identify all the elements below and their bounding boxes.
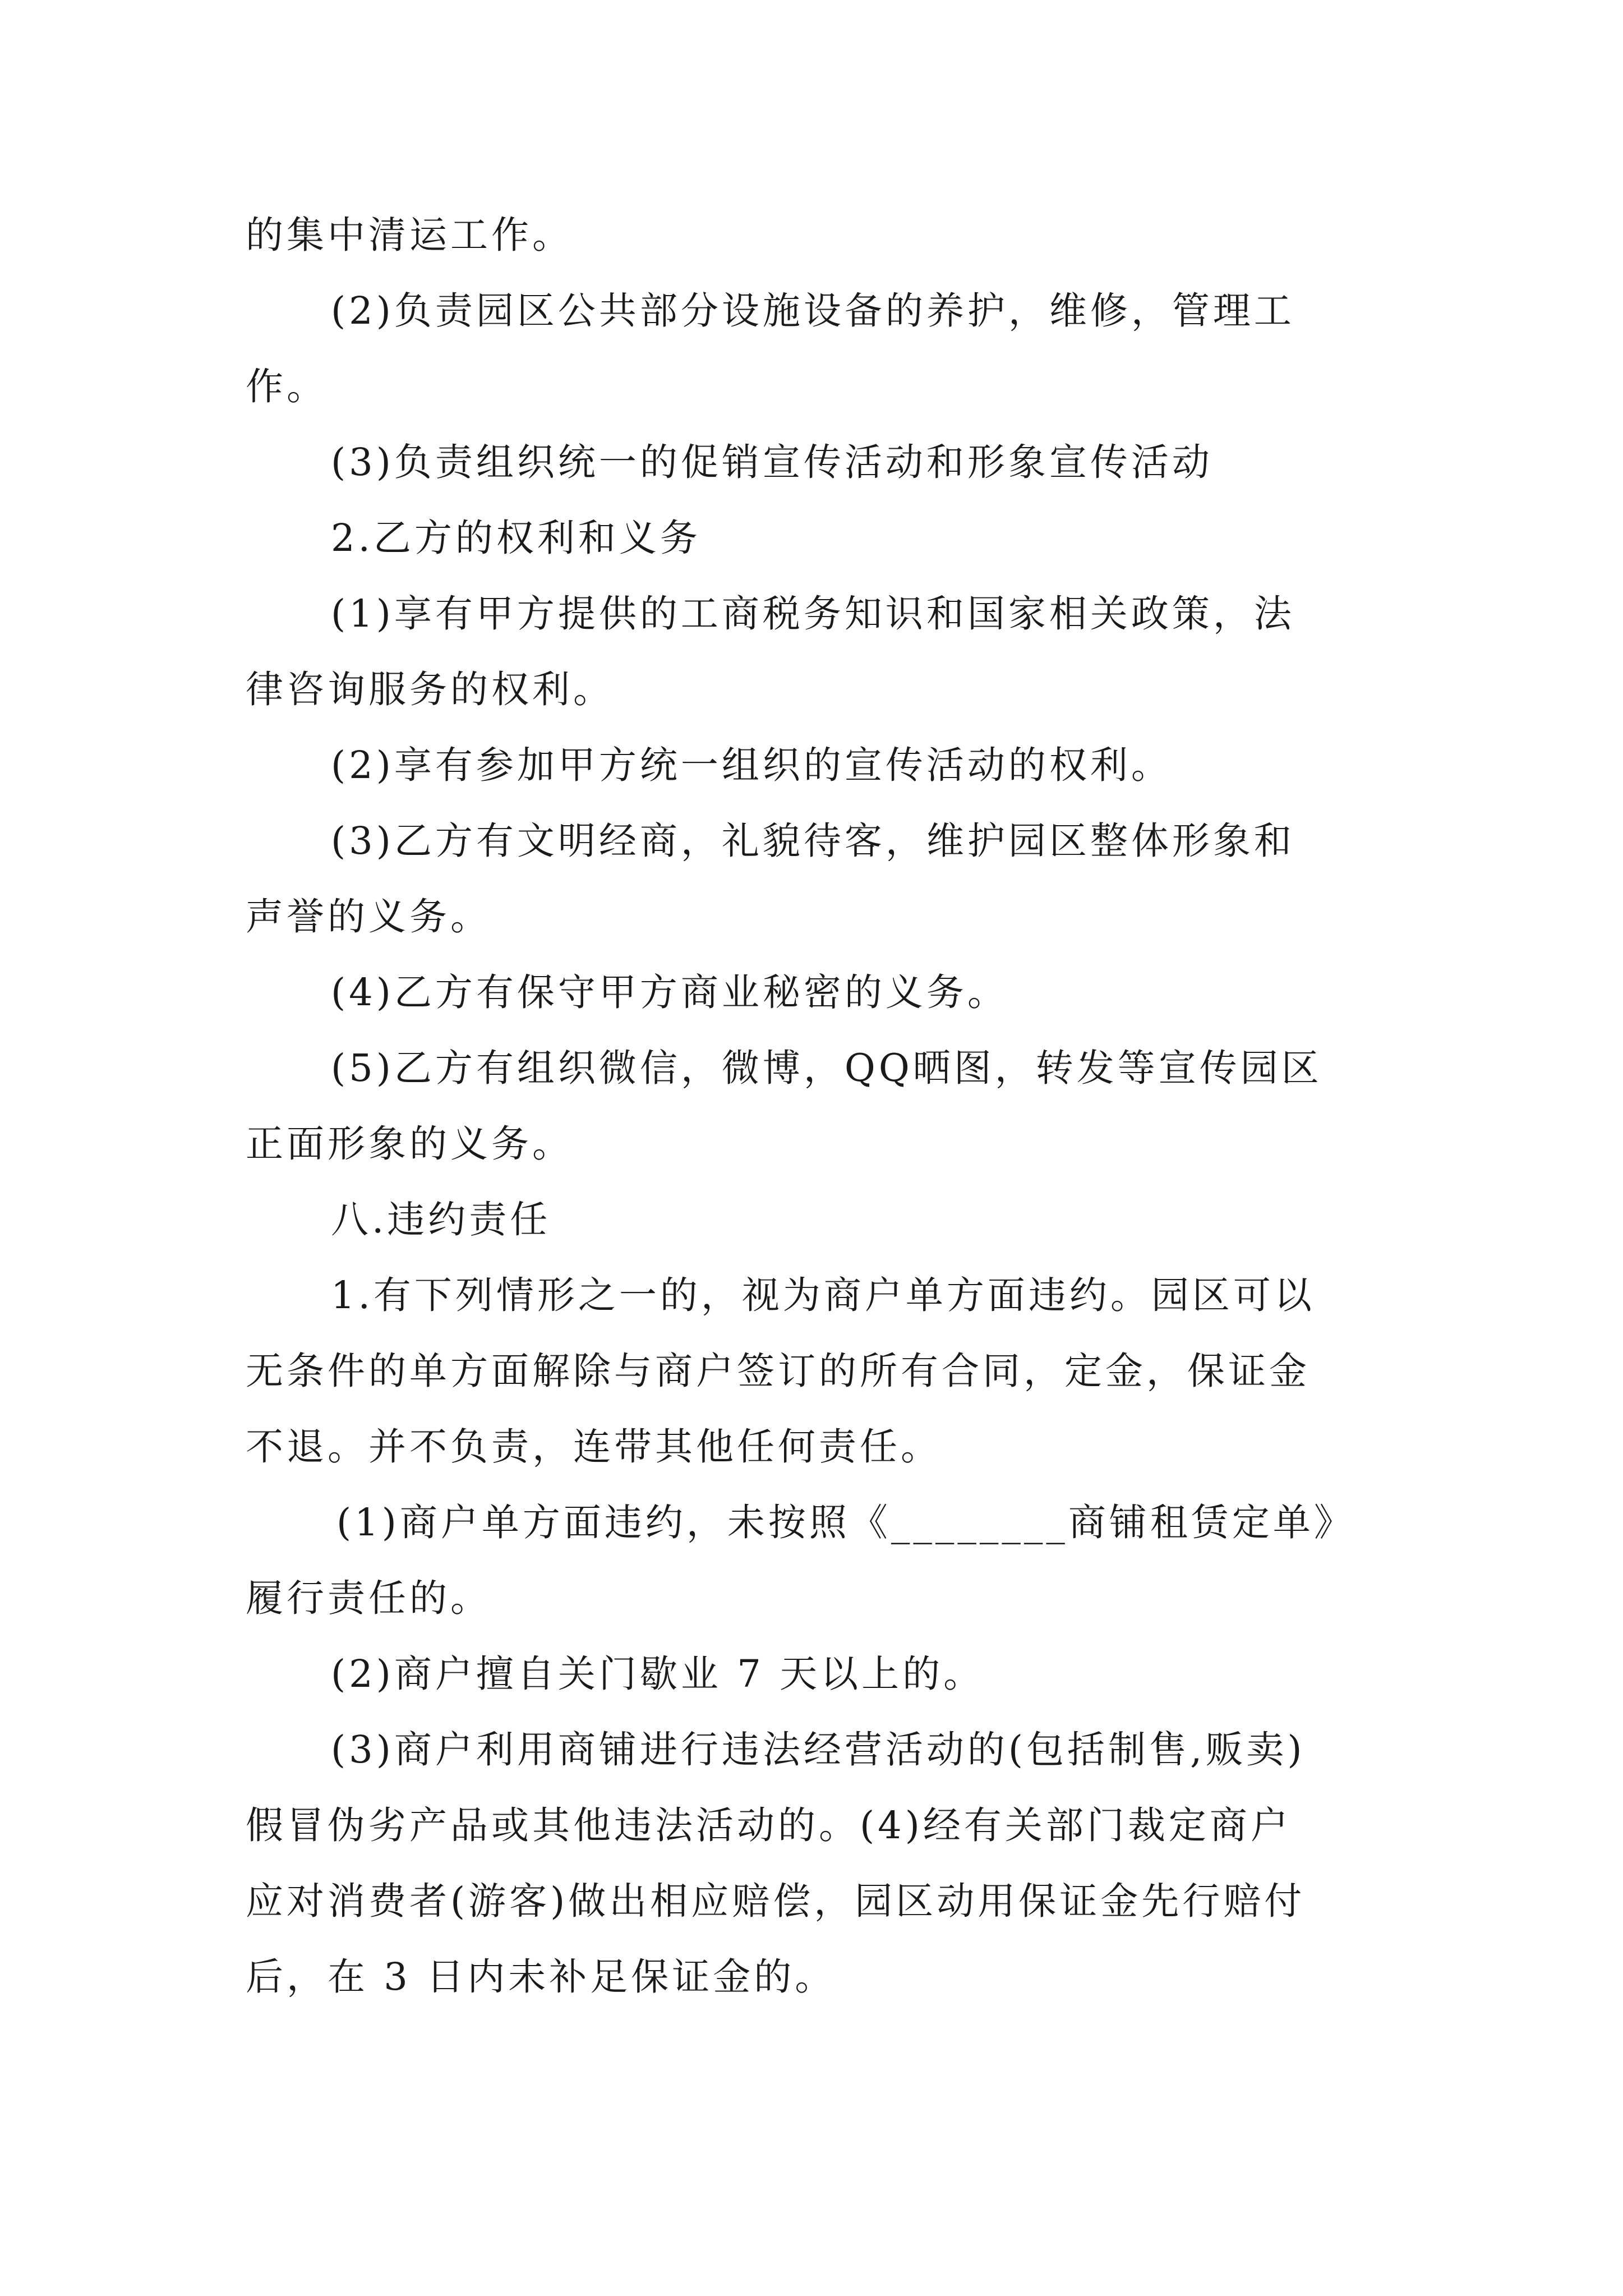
text-line: (2)商户擅自关门歇业 7 天以上的。 — [331, 1652, 985, 1696]
text-line: (1)享有甲方提供的工商税务知识和国家相关政策，法 — [331, 592, 1295, 636]
text-line: (3)商户利用商铺进行违法经营活动的(包括制售,贩卖) — [331, 1728, 1306, 1772]
text-line: 声誉的义务。 — [246, 895, 491, 938]
text-line: 应对消费者(游客)做出相应赔偿，园区动用保证金先行赔付 — [246, 1879, 1306, 1923]
section-heading: 八.违约责任 — [331, 1198, 551, 1241]
text-line: 作。 — [246, 365, 328, 408]
text-line: 不退。并不负责，连带其他任何责任。 — [246, 1425, 942, 1469]
text-line: 无条件的单方面解除与商户签订的所有合同，定金，保证金 — [246, 1349, 1310, 1393]
text-line: (5)乙方有组织微信，微博，QQ晒图，转发等宣传园区 — [331, 1046, 1322, 1090]
text-line: (2)负责园区公共部分设施设备的养护，维修，管理工 — [331, 289, 1295, 333]
text-line: (3)负责组织统一的促销宣传活动和形象宣传活动 — [331, 440, 1213, 484]
text-line: 假冒伪劣产品或其他违法活动的。(4)经有关部门裁定商户 — [246, 1803, 1292, 1847]
text-line: 履行责任的。 — [246, 1576, 491, 1620]
text-line: 后，在 3 日内未补足保证金的。 — [246, 1955, 836, 1999]
text-line: 2.乙方的权利和义务 — [331, 516, 701, 560]
text-line: (2)享有参加甲方统一组织的宣传活动的权利。 — [331, 743, 1172, 787]
text-line: (3)乙方有文明经商，礼貌待客，维护园区整体形象和 — [331, 819, 1295, 863]
text-line: 1.有下列情形之一的，视为商户单方面违约。园区可以 — [331, 1273, 1315, 1317]
text-line: (1)商户单方面违约，未按照《________商铺租赁定单》 — [336, 1501, 1355, 1544]
text-line: 正面形象的义务。 — [246, 1122, 573, 1166]
text-line: 的集中清运工作。 — [246, 213, 573, 257]
text-line: (4)乙方有保守甲方商业秘密的义务。 — [331, 970, 1008, 1014]
text-line: 律咨询服务的权利。 — [246, 668, 614, 711]
